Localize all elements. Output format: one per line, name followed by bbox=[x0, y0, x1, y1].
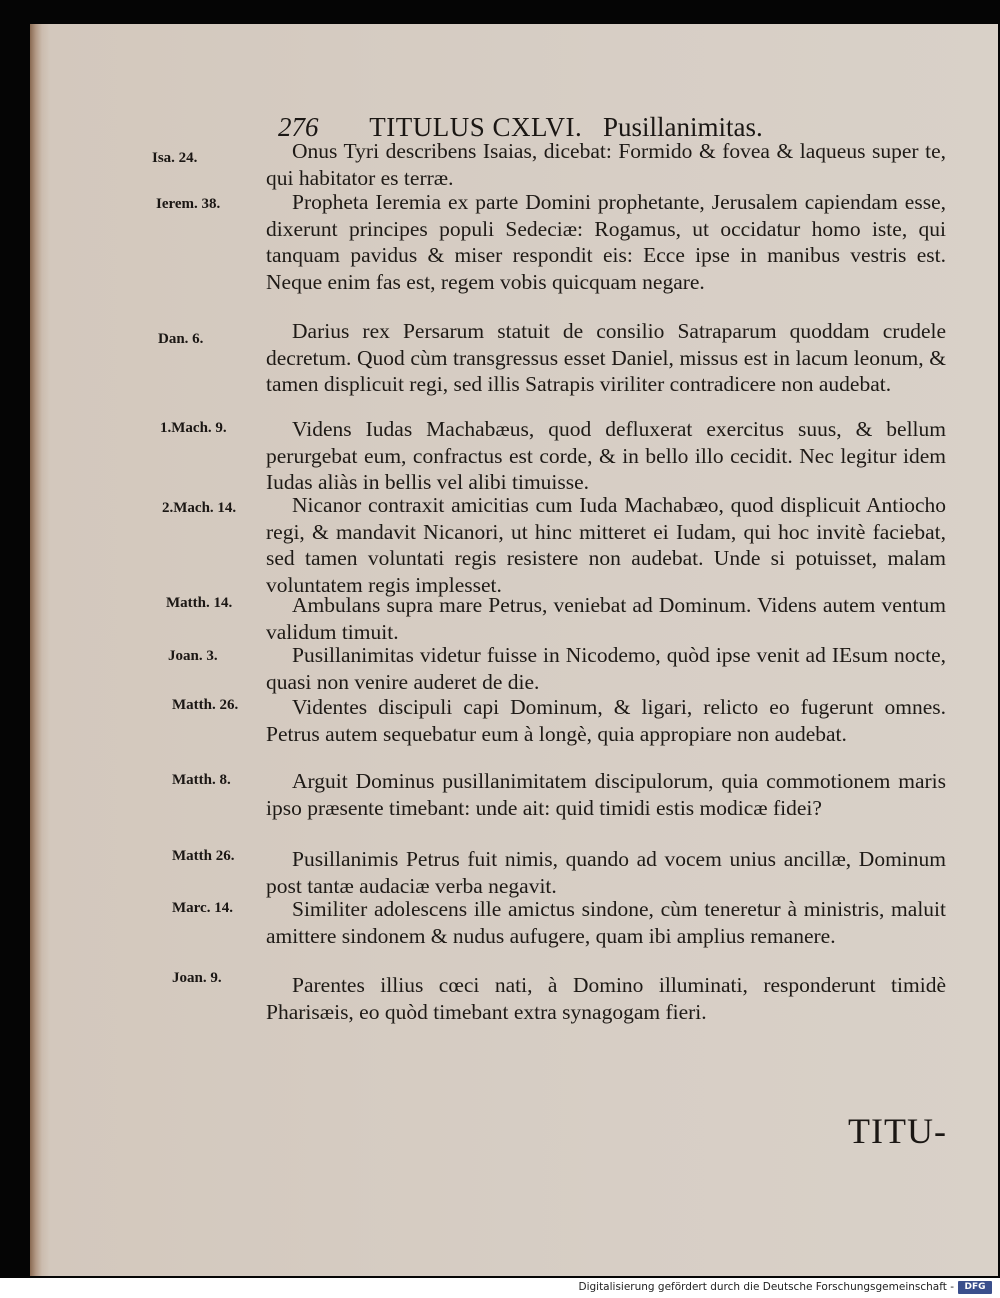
entry-paragraph: Darius rex Persarum statuit de consilio Satraparum quoddam crudele decretum. Quod cùm transgressus esset Daniel, missus est in lacum leonum, & tamen displicuit regi, sed illis Satrapis viriliter contradicere non audebat. bbox=[266, 319, 946, 397]
margin-reference: Joan. 9. bbox=[172, 970, 222, 986]
entry-paragraph: Parentes illius cœci nati, à Domino illuminati, responderunt timidè Pharisæis, eo quòd timebant extra synagogam fieri. bbox=[266, 973, 946, 1024]
page-number: 276 bbox=[278, 112, 319, 142]
margin-reference: Ierem. 38. bbox=[156, 196, 221, 212]
catchword: TITU- bbox=[848, 1111, 947, 1151]
margin-reference: Marc. 14. bbox=[172, 900, 233, 916]
margin-reference: 2.Mach. 14. bbox=[162, 500, 237, 516]
book-page bbox=[30, 24, 998, 1276]
digitization-credit: Digitalisierung gefördert durch die Deutsche Forschungsgemeinschaft - bbox=[578, 1281, 954, 1293]
header-title: TITULUS CXLVI. bbox=[369, 112, 583, 142]
entry-paragraph: Ambulans supra mare Petrus, veniebat ad Dominum. Videns autem ventum validum timuit. bbox=[266, 593, 946, 644]
entry-paragraph: Videns Iudas Machabæus, quod defluxerat exercitus suus, & bellum perurgebat eum, confractus est corde, & in bello illo cecidit. Nec legitur idem Iudas aliàs in bellis vel alibi timuisse. bbox=[266, 417, 946, 495]
entry-paragraph: Similiter adolescens ille amictus sindone, cùm teneretur à ministris, maluit amittere sindonem & nudus aufugere, quam ibi amplius remanere. bbox=[266, 897, 946, 948]
margin-reference: Isa. 24. bbox=[152, 150, 198, 166]
entry-paragraph: Nicanor contraxit amicitias cum Iuda Machabæo, quod displicuit Antiocho regi, & mandavit Nicanori, ut hinc mitteret ei Iudam, qui hoc invitè faciebat, sed tamen voluntati regis resistere non audebat. Unde si potuisset, malam voluntatem regis implesset. bbox=[266, 493, 946, 597]
entry-paragraph: Pusillanimitas videtur fuisse in Nicodemo, quòd ipse venit ad IEsum nocte, quasi non venire auderet de die. bbox=[266, 643, 946, 694]
margin-reference: Matth. 26. bbox=[172, 697, 239, 713]
entry-paragraph: Videntes discipuli capi Dominum, & ligari, relicto eo fugerunt omnes. Petrus autem sequebatur eum à longè, quia appropiare non audebat. bbox=[266, 695, 946, 746]
margin-reference: Matth. 8. bbox=[172, 772, 231, 788]
margin-reference: 1.Mach. 9. bbox=[160, 420, 227, 436]
margin-reference: Matth 26. bbox=[172, 848, 235, 864]
entry-paragraph: Propheta Ieremia ex parte Domini prophetante, Jerusalem capiendam esse, dixerunt principes populi Sedeciæ: Rogamus, ut occidatur homo iste, qui tanquam pavidus & miser respondit eis: Ecce ipse in manibus vestris est. Neque enim fas est, regem vobis quicquam negare. bbox=[266, 190, 946, 294]
footer-bar bbox=[0, 1278, 1000, 1298]
entry-paragraph: Arguit Dominus pusillanimitatem discipulorum, quia commotionem maris ipso præsente timebant: unde ait: quid timidi estis modicæ fidei? bbox=[266, 769, 946, 820]
entry-paragraph: Pusillanimis Petrus fuit nimis, quando ad vocem unius ancillæ, Dominum post tantæ audaciæ verba negavit. bbox=[266, 847, 946, 898]
entry-paragraph: Onus Tyri describens Isaias, dicebat: Formido & fovea & laqueus super te, qui habitator es terræ. bbox=[266, 139, 946, 190]
margin-reference: Dan. 6. bbox=[158, 331, 204, 347]
margin-reference: Joan. 3. bbox=[168, 648, 218, 664]
dfg-logo-icon: DFG bbox=[958, 1281, 992, 1294]
margin-reference: Matth. 14. bbox=[166, 595, 233, 611]
header-subject: Pusillanimitas. bbox=[603, 112, 763, 142]
